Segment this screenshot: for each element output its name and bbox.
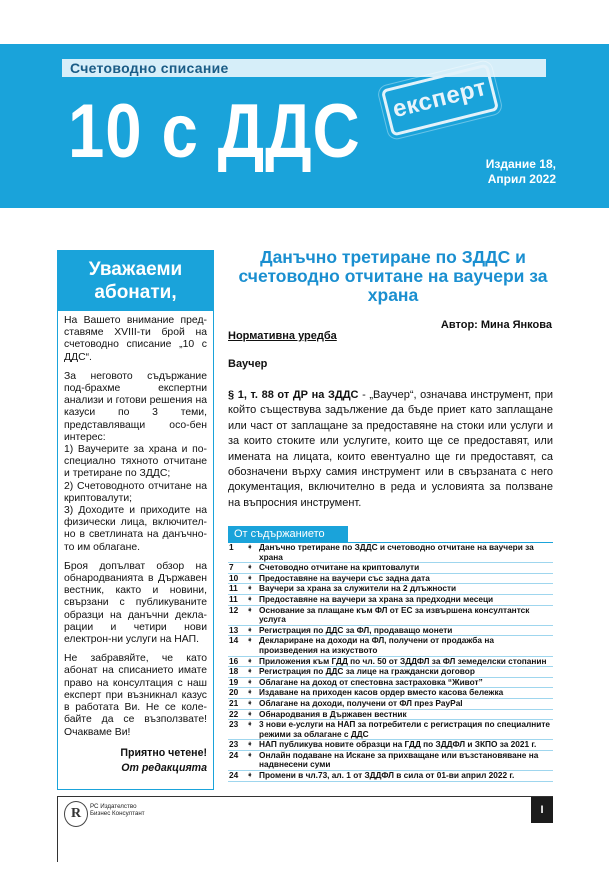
double-arrow-icon: ➧ [247,626,253,634]
toc-item[interactable] [228,771,553,782]
toc-item-title: Онлайн подаване на Искане за прихващане или възстановяване на надвнесени суми [259,749,539,770]
double-arrow-icon: ➧ [247,751,253,759]
toc-item[interactable] [228,595,553,606]
footer-vertical-rule [57,796,58,862]
journal-title: 10 с ДДС [68,89,361,174]
toc-item-title: Приложения към ГДД по чл. 50 от ЗДДФЛ за ФЛ земеделски стопанин [259,655,547,666]
toc-page-number: 13 [229,624,239,635]
editorial-box [57,250,214,790]
toc-page-number: 24 [229,749,239,760]
definition-reference: § 1, т. 88 от ДР на ЗДДС [228,389,359,401]
toc-item-title: Счетоводно отчитане на криптовалути [259,562,420,573]
editorial-paragraph: За неговото съдържание под-брахме експертни анализи и готови решения на казуси по 3 теми, представляващи осо-бен интерес: [64,370,207,443]
toc-item-title: Регистрация по ДДС за ФЛ, продаващо монети [259,624,453,635]
edition-date: Април 2022 [487,172,556,186]
editorial-paragraph: Не забравяйте, че като абонат на списанието имате право на консултация с наш експерт при възникнал казус в работата Ви. Не се коле-байте да се възползвате! Очакваме Ви! [64,653,207,738]
toc-page-number: 11 [229,583,238,594]
toc-page-number: 12 [229,604,239,615]
double-arrow-icon: ➧ [247,699,253,707]
page-number: I [531,797,553,823]
editorial-sign-off: Приятно четене! [120,746,207,759]
editorial-signature: От редакцията [121,761,207,774]
toc-page-number: 11 [229,593,238,604]
toc-item-title: Основание за плащане към ФЛ от ЕС за извършена консултантск услуга [259,604,530,625]
toc-item-title: Регистрация по ДДС за лице на граждански договор [259,666,475,677]
section-heading: Нормативна уредба [228,330,337,342]
editorial-text [58,311,213,776]
editorial-paragraph: Броя допълват обзор на обнародванията в Държавен вестник, както и новини, свързани с публикуваните образци на данъчни декла-рации и четири нови електрон-ни услуги на НАП. [64,560,207,646]
editorial-paragraph: На Вашето внимание пред-ставяме XVIII-ти брой на счетоводно списание „10 с ДДС“. [64,315,207,363]
double-arrow-icon: ➧ [247,772,253,780]
publisher-logo [64,801,162,827]
toc-item-title: 3 нови е-услуги на НАП за потребители с регистрация по специалните режими за облагане с ДДС [259,719,551,739]
toc-item[interactable] [228,543,553,563]
toc-page-number: 14 [229,635,239,646]
double-arrow-icon: ➧ [247,678,253,686]
table-of-contents [228,542,553,782]
toc-item-title: Обнародвания в Държавен вестник [259,708,407,719]
toc-item-title: Ваучери за храна за служители на 2 длъжности [259,583,457,594]
toc-page-number: 1 [229,542,234,552]
edition-info [466,157,556,187]
toc-page-number: 22 [229,708,239,719]
publisher-name-line: РС Издателство [90,803,137,810]
toc-page-number: 21 [229,697,239,708]
double-arrow-icon: ➧ [247,741,253,749]
toc-heading: От съдържанието [228,526,348,542]
publisher-name-line: Бизнес Консултант [90,810,145,817]
definition-text: - „Ваучер“, означава инструмент, при който съществува задължение да бъде приет като заплащане или част от заплащане за предоставяне на стоки или услуги и за които стоките или услугите, които ще се предоставят, или имената на лицата, които евентуално ще ги предоставят, са обозначени върху самия инструмент или в свързаната с него документация, включително в реда и условията за ползване на въпросния инструмент. [228,389,554,509]
expert-stamp: експерт [381,63,499,136]
editorial-greeting: Уважаеми абонати, [58,251,213,311]
edition-number: Издание 18, [485,157,556,171]
toc-page-number: 23 [229,739,239,750]
double-arrow-icon: ➧ [247,689,253,697]
double-arrow-icon: ➧ [247,710,253,718]
double-arrow-icon: ➧ [247,595,253,603]
journal-subtitle: Счетоводно списание [62,59,546,77]
toc-item[interactable] [228,606,553,626]
toc-item-title: НАП публикува новите образци на ГДД по ЗДДФЛ и ЗКПО за 2021 г. [259,739,537,750]
double-arrow-icon: ➧ [247,657,253,665]
article-title: Данъчно третиране по ЗДДС и счетоводно отчитане на ваучери за храна [238,247,548,305]
toc-page-number: 16 [229,655,239,666]
double-arrow-icon: ➧ [247,564,253,572]
editorial-paragraph: 2) Счетоводното отчитане на криптовалути; [64,480,207,504]
toc-item-title: Предоставяне на ваучери със задна дата [259,572,430,583]
double-arrow-icon: ➧ [247,585,253,593]
toc-item-title: Деклариране на доходи на ФЛ, получени от продажба на произведения на изкуството [259,635,494,655]
toc-item-title: Промени в чл.73, ал. 1 от ЗДДФЛ в сила от 01-ви април 2022 г. [259,770,515,781]
double-arrow-icon: ➧ [247,574,253,582]
editorial-paragraph: 3) Доходите и приходите на физически лица, включител-но в светлината на данъчно-то им облагане. [64,505,207,553]
double-arrow-icon: ➧ [247,606,253,614]
article-author: Автор: Мина Янкова [440,319,552,331]
toc-page-number: 19 [229,676,239,687]
toc-page-number: 24 [229,770,239,781]
toc-item-title: Облагане на доходи, получени от ФЛ през PayPal [259,697,463,708]
toc-item-title: Данъчно третиране по ЗДДС и счетоводно отчитане на ваучери за храна [259,542,534,562]
term-heading: Ваучер [228,358,268,370]
toc-item-title: Облагане на доход от спестовна застраховка “Живот” [259,676,483,687]
toc-page-number: 23 [229,719,239,730]
publisher-name [90,803,145,817]
toc-page-number: 18 [229,666,239,677]
toc-item[interactable] [228,699,553,710]
editorial-paragraph: 1) Ваучерите за храна и по-специално тяхното отчитане и третиране по ЗДДС; [64,444,207,480]
double-arrow-icon: ➧ [247,544,253,551]
toc-item-title: Предоставяне на ваучери за храна за предходни месеци [259,593,494,604]
publisher-logo-mark: R [64,801,88,827]
toc-item[interactable] [228,636,553,656]
definition-paragraph [228,388,553,511]
toc-page-number: 10 [229,572,239,583]
footer-rule [57,796,553,797]
double-arrow-icon: ➧ [247,721,253,729]
double-arrow-icon: ➧ [247,668,253,676]
toc-item-title: Издаване на приходен касов ордер вместо касова бележка [259,687,504,698]
toc-item[interactable] [228,720,553,740]
double-arrow-icon: ➧ [247,637,253,645]
toc-page-number: 7 [229,562,234,573]
toc-page-number: 20 [229,687,239,698]
toc-item[interactable] [228,751,553,771]
